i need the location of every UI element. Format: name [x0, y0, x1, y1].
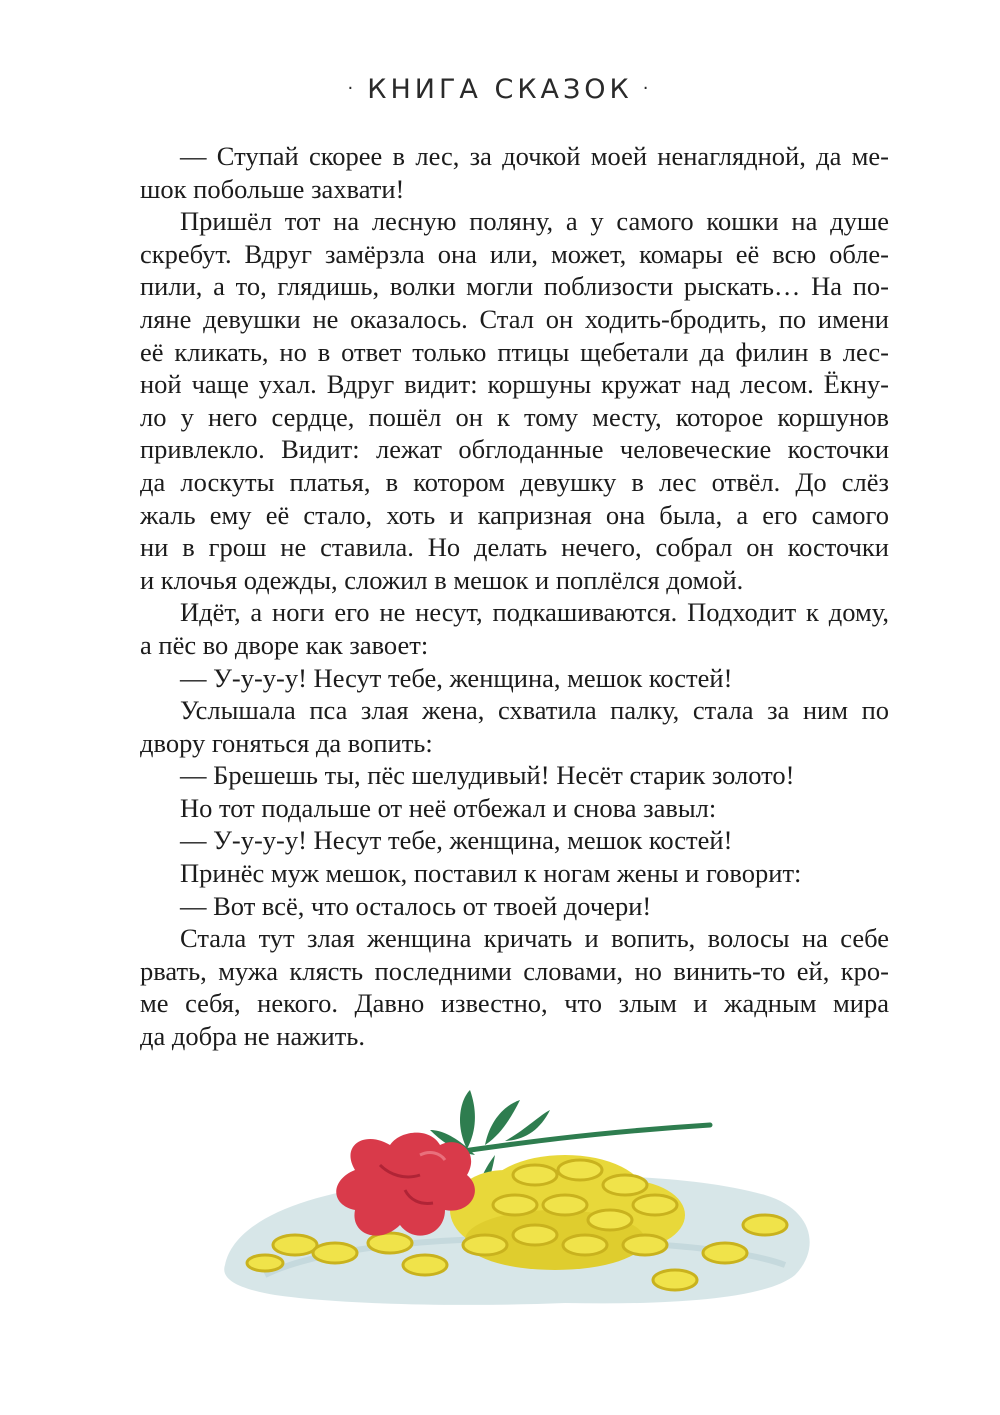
text-line: и клочья одежды, сложил в мешок и поплёлся домой.	[140, 564, 744, 595]
text-line: ни в грош не ставила. Но делать нечего, собрал он косточки	[140, 532, 889, 563]
text-line: её кликать, но в ответ только птицы щебетали да филин в лес-	[140, 336, 889, 367]
text-line: — У-у-у-у! Несут тебе, женщина, мешок костей!	[180, 662, 733, 693]
text-line: Пришёл тот на лесную поляну, а у самого кошки на душе	[180, 206, 889, 237]
text-line: жаль ему её стало, хоть и капризная она была, а его самого	[140, 499, 889, 530]
text-line: Идёт, а ноги его не несут, подкашиваются. Подходит к дому,	[180, 597, 889, 628]
flower-and-coins-illustration	[205, 1075, 825, 1315]
text-line: — Ступай скорее в лес, за дочкой моей ненаглядной, да ме-	[180, 141, 889, 171]
text-line: — Брешешь ты, пёс шелудивый! Несёт старик золото!	[180, 760, 795, 791]
flower-stem	[435, 1125, 710, 1155]
text-line: шок побольше захвати!	[140, 173, 405, 204]
text-line: пили, а то, глядишь, волки могли поблизости рыскать… На по-	[140, 271, 889, 302]
text-line: да добра не нажить.	[140, 1021, 366, 1052]
text-line: ме себя, некого. Давно известно, что злым и жадным мира	[140, 988, 889, 1019]
text-line: скребут. Вдруг замёрзла она или, может, комары её всю обле-	[140, 238, 889, 269]
text-line: — У-у-у-у! Несут тебе, женщина, мешок костей!	[180, 825, 733, 856]
text-line: двору гоняться да вопить:	[140, 727, 433, 758]
header-dot-right: ·	[642, 78, 653, 99]
running-head	[0, 74, 1000, 105]
text-line: привлекло. Видит: лежат обглоданные человеческие косточки	[140, 434, 889, 465]
text-line: рвать, мужа клясть последними словами, но винить-то ей, кро-	[140, 955, 889, 986]
text-line: Принёс муж мешок, поставил к ногам жены и говорит:	[180, 858, 802, 889]
text-line: Услышала пса злая жена, схватила палку, стала за ним по	[180, 695, 889, 726]
text-line: да лоскуты платья, в котором девушку в лес отвёл. До слёз	[140, 466, 889, 497]
text-line: ной чаще ухал. Вдруг видит: коршуны кружат над лесом. Ёкну-	[140, 369, 889, 400]
text-line: — Вот всё, что осталось от твоей дочери!	[180, 890, 652, 921]
text-line: ло у него сердце, пошёл он к тому месту, которое коршунов	[140, 401, 889, 432]
text-line: а пёс во дворе как завоет:	[140, 629, 429, 660]
header-dot-left: ·	[347, 78, 358, 99]
text-line: Стала тут злая женщина кричать и вопить, волосы на себе	[180, 923, 889, 954]
story-text	[140, 140, 889, 1053]
text-line: Но тот подальше от неё отбежал и снова завыл:	[180, 792, 717, 823]
text-line: ляне девушки не оказалось. Стал он ходить-бродить, по имени	[140, 303, 889, 334]
book-title: КНИГА СКАЗОК	[367, 74, 633, 105]
